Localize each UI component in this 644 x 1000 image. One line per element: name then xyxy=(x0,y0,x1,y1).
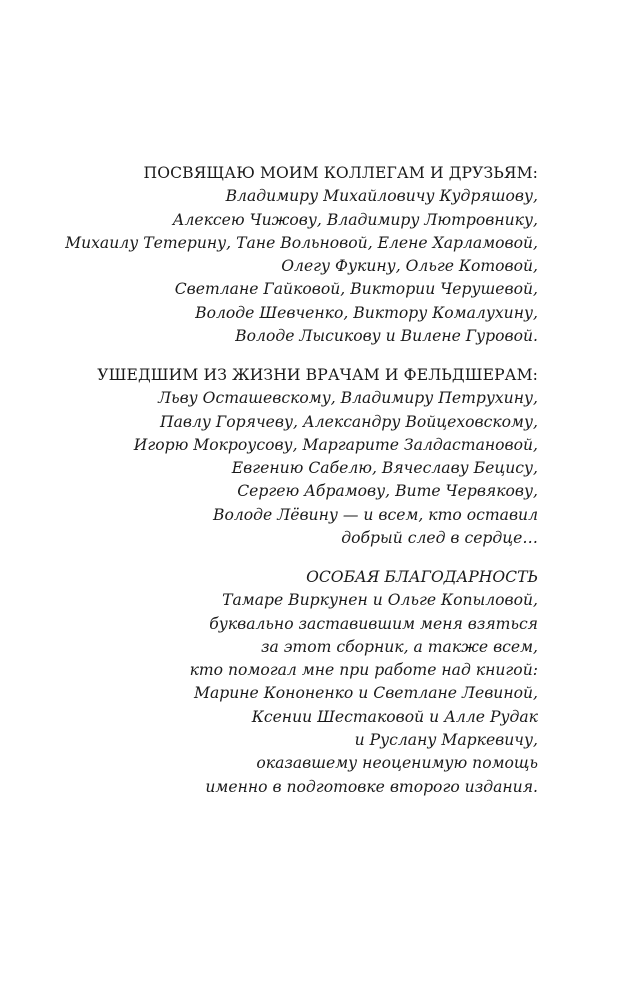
colleagues-line: Олегу Фукину, Ольге Котовой, xyxy=(281,257,538,276)
gratitude-line: Тамаре Виркунен и Ольге Копыловой, xyxy=(222,591,538,610)
deceased-heading: УШЕДШИМ ИЗ ЖИЗНИ ВРАЧАМ И ФЕЛЬДШЕРАМ: xyxy=(97,366,538,384)
gratitude-line: буквально заставившим меня взяться xyxy=(209,614,538,633)
deceased-line: Володе Лёвину — и всем, кто оставил xyxy=(213,505,538,524)
colleagues-line: Светлане Гайковой, Виктории Черушевой, xyxy=(174,280,538,299)
deceased-line: Евгению Сабелю, Вячеславу Бецису, xyxy=(231,459,538,478)
gratitude-line: и Руслану Маркевичу, xyxy=(354,731,538,750)
gratitude-line: кто помогал мне при работе над книгой: xyxy=(189,661,538,680)
deceased-line: Льву Осташевскому, Владимиру Петрухину, xyxy=(158,389,538,408)
gratitude-heading: ОСОБАЯ БЛАГОДАРНОСТЬ xyxy=(306,568,538,586)
gratitude-line: за этот сборник, а также всем, xyxy=(260,637,538,656)
colleagues-line: Владимиру Михайловичу Кудряшову, xyxy=(225,187,538,206)
gratitude-line: Ксении Шестаковой и Алле Рудак xyxy=(251,707,538,726)
gratitude-line: Марине Кононенко и Светлане Левиной, xyxy=(193,684,538,703)
colleagues-line: Алексею Чижову, Владимиру Лютровнику, xyxy=(172,210,538,229)
deceased-line: Сергею Абрамову, Вите Червякову, xyxy=(237,482,538,501)
gratitude-line: именно в подготовке второго издания. xyxy=(205,777,538,796)
colleagues-line: Володе Лысикову и Вилене Гуровой. xyxy=(235,327,538,346)
deceased-line: добрый след в сердце… xyxy=(341,529,538,548)
colleagues-line: Михаилу Тетерину, Тане Вольновой, Елене Харламовой, xyxy=(65,233,538,252)
deceased-dedication-block xyxy=(58,364,538,550)
gratitude-block xyxy=(58,566,538,799)
colleagues-heading: ПОСВЯЩАЮ МОИМ КОЛЛЕГАМ И ДРУЗЬЯМ: xyxy=(143,164,538,182)
deceased-line: Павлу Горячеву, Александру Войцеховскому, xyxy=(160,412,538,431)
gratitude-line: оказавшему неоценимую помощь xyxy=(256,754,538,773)
colleagues-dedication-block xyxy=(58,162,538,348)
deceased-line: Игорю Мокроусову, Маргарите Залдастановой, xyxy=(133,435,538,454)
colleagues-line: Володе Шевченко, Виктору Комалухину, xyxy=(195,303,538,322)
